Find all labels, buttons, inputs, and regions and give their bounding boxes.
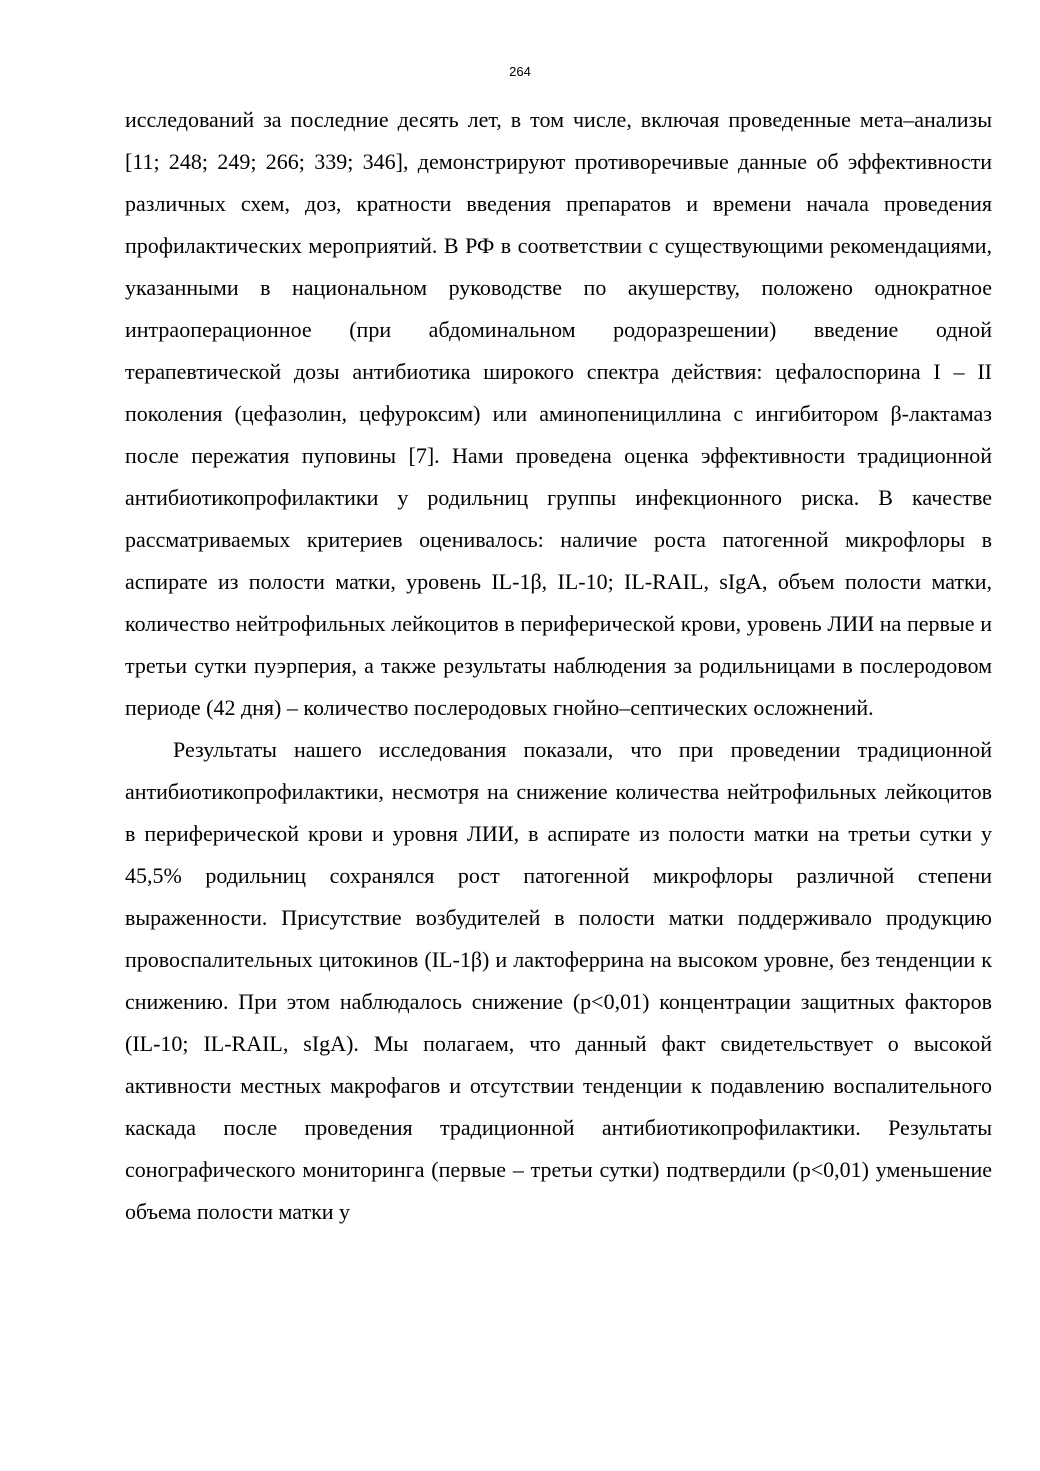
document-body [125, 99, 992, 1233]
page-number: 264 [509, 64, 531, 79]
paragraph-2: Результаты нашего исследования показали, что при проведении традиционной антибиотикопрофилактики, несмотря на снижение количества нейтрофильных лейкоцитов в периферической крови и уровня ЛИИ, в аспирате из полости матки на третьи сутки у 45,5% родильниц сохранялся рост патогенной микрофлоры различной степени выраженности. Присутствие возбудителей в полости матки поддерживало продукцию провоспалительных цитокинов (IL-1β) и лактоферрина на высоком уровне, без тенденции к снижению. При этом наблюдалось снижение (p<0,01) концентрации защитных факторов (IL-10; IL-RAIL, sIgA). Мы полагаем, что данный факт свидетельствует о высокой активности местных макрофагов и отсутствии тенденции к подавлению воспалительного каскада после проведения традиционной антибиотикопрофилактики. Результаты сонографического мониторинга (первые – третьи сутки) подтвердили (p<0,01) уменьшение объема полости матки у [125, 737, 992, 1224]
paragraph-1: исследований за последние десять лет, в том числе, включая проведенные мета–анализы [11; 248; 249; 266; 339; 346], демонстрируют противоречивые данные об эффективности различных схем, доз, кратности введения препаратов и времени начала проведения профилактических мероприятий. В РФ в соответствии с существующими рекомендациями, указанными в национальном руководстве по акушерству, положено однократное интраоперационное (при абдоминальном родоразрешении) введение одной терапевтической дозы антибиотика широкого спектра действия: цефалоспорина I – II поколения (цефазолин, цефуроксим) или аминопенициллина с ингибитором β-лактамаз после пережатия пуповины [7]. Нами проведена оценка эффективности традиционной антибиотикопрофилактики у родильниц группы инфекционного риска. В качестве рассматриваемых критериев оценивалось: наличие роста патогенной микрофлоры в аспирате из полости матки, уровень IL-1β, IL-10; IL-RAIL, sIgA, объем полости матки, количество нейтрофильных лейкоцитов в периферической крови, уровень ЛИИ на первые и третьи сутки пуэрперия, а также результаты наблюдения за родильницами в послеродовом периоде (42 дня) – количество послеродовых гнойно–септических осложнений. [125, 107, 992, 720]
